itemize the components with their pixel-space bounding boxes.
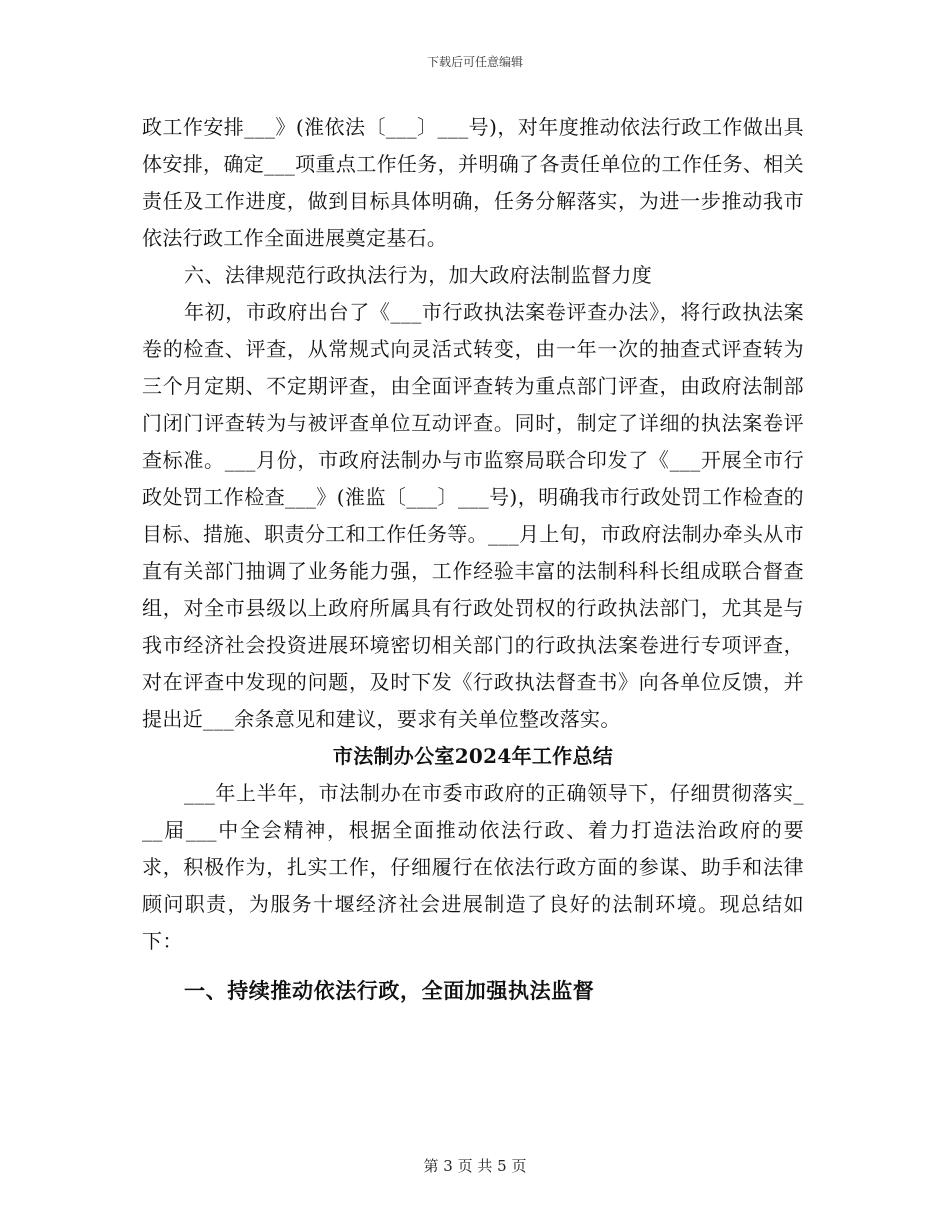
page-header: 下载后可任意编辑	[426, 55, 523, 69]
paragraph-continuation: 政工作安排___》(淮依法〔___〕___号)，对年度推动依法行政工作做出具体安排，确定___项重点工作任务，并明确了各责任单位的工作任务、相关责任及工作进度，做到目标具体明确，任务分解落实，为进一步推动我市依法行政工作全面进展奠定基石。	[142, 115, 804, 250]
section-heading-one: 一、持续推动依法行政，全面加强执法监督	[184, 978, 595, 1003]
paragraph-summary-intro: ___年上半年，市法制办在市委市政府的正确领导下，仔细贯彻落实___届___中全会精神，根据全面推动依法行政、着力打造法治政府的要求，积极作为，扎实工作，仔细履行在依法行政方面的参谋、助手和法律顾问职责，为服务十堰经济社会进展制造了良好的法制环境。现总结如下：	[142, 781, 804, 953]
subheading-six: 六、法律规范行政执法行为，加大政府法制监督力度	[184, 263, 653, 287]
document-title: 市法制办公室2024年工作总结	[332, 744, 614, 768]
page-footer: 第 3 页 共 5 页	[423, 1157, 527, 1175]
paragraph-case-review: 年初，市政府出台了《___市行政执法案卷评查办法》，将行政执法案卷的检查、评查，从常规式向灵活式转变，由一年一次的抽查式评查转为三个月定期、不定期评查，由全面评查转为重点部门评查，由政府法制部门闭门评查转为与被评查单位互动评查。同时，制定了详细的执法案卷评查标准。___月份，市政府法制办与市监察局联合印发了《___开展全市行政处罚工作检查___》(淮监〔___〕___号)，明确我市行政处罚工作检查的目标、措施、职责分工和工作任务等。___月上旬，市政府法制办牵头从市直有关部门抽调了业务能力强，工作经验丰富的法制科科长组成联合督查组，对全市县级以上政府所属具有行政处罚权的行政执法部门，尤其是与我市经济社会投资进展环境密切相关部门的行政执法案卷进行专项评查，对在评查中发现的问题，及时下发《行政执法督查书》向各单位反馈，并提出近___余条意见和建议，要求有关单位整改落实。	[142, 300, 804, 731]
document-body	[142, 109, 804, 1009]
